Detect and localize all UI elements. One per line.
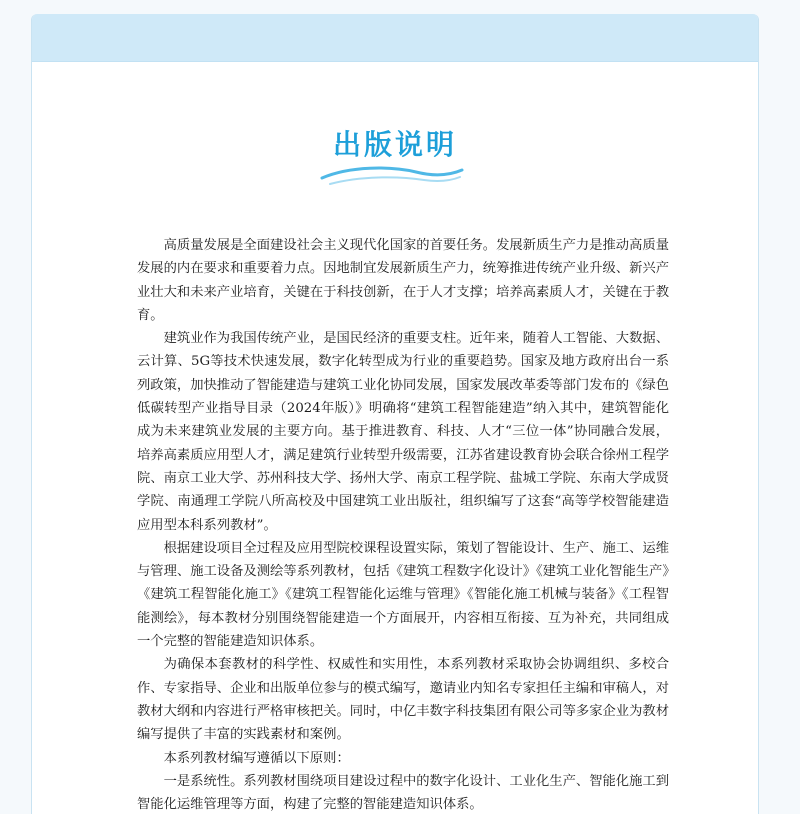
preface-body (137, 234, 669, 814)
document-page (31, 14, 759, 814)
paragraph: 建筑业作为我国传统产业，是国民经济的重要支柱。近年来，随着人工智能、大数据、云计算、5G等技术快速发展，数字化转型成为行业的重要趋势。国家及地方政府出台一系列政策，加快推动了智能建造与建筑工业化协同发展，国家发展改革委等部门发布的《绿色低碳转型产业指导目录（2024年版）》明确将“建筑工程智能建造”纳入其中，建筑智能化成为未来建筑业发展的主要方向。基于推进教育、科技、人才“三位一体”协同融合发展，培养高素质应用型人才，满足建筑行业转型升级需要，江苏省建设教育协会联合徐州工程学院、南京工业大学、苏州科技大学、扬州大学、南京工程学院、盐城工学院、东南大学成贤学院、南通理工学院八所高校及中国建筑工业出版社，组织编写了这套“高等学校智能建造应用型本科系列教材”。 (137, 331, 669, 533)
wave-decoration-icon (320, 162, 464, 188)
paragraph: 高质量发展是全面建设社会主义现代化国家的首要任务。发展新质生产力是推动高质量发展的内在要求和重要着力点。因地制宜发展新质生产力，统筹推进传统产业升级、新兴产业壮大和未来产业培育，关键在于科技创新，在于人才支撑；培养高素质人才，关键在于教育。 (137, 238, 669, 323)
paragraph: 为确保本套教材的科学性、权威性和实用性，本系列教材采取协会协调组织、多校合作、专家指导、企业和出版单位参与的模式编写，邀请业内知名专家担任主编和审稿人，对教材大纲和内容进行严格审核把关。同时，中亿丰数字科技集团有限公司等多家企业为教材编写提供了丰富的实践素材和案例。 (137, 657, 669, 743)
paragraph: 一是系统性。系列教材围绕项目建设过程中的数字化设计、工业化生产、智能化施工到智能化运维管理等方面，构建了完整的智能建造知识体系。 (137, 773, 669, 813)
paragraph: 根据建设项目全过程及应用型院校课程设置实际，策划了智能设计、生产、施工、运维与管理、施工设备及测绘等系列教材，包括《建筑工程数字化设计》《建筑工业化智能生产》《建筑工程智能化施工》《建筑工程智能化运维与管理》《智能化施工机械与装备》《工程智能测绘》，每本教材分别围绕智能建造一个方面展开，内容相互衔接、互为补充，共同组成一个完整的智能建造知识体系。 (137, 540, 669, 650)
header-banner (32, 14, 758, 62)
paragraph: 本系列教材编写遵循以下原则： (163, 750, 350, 766)
page-title: 出版说明 (332, 128, 457, 161)
